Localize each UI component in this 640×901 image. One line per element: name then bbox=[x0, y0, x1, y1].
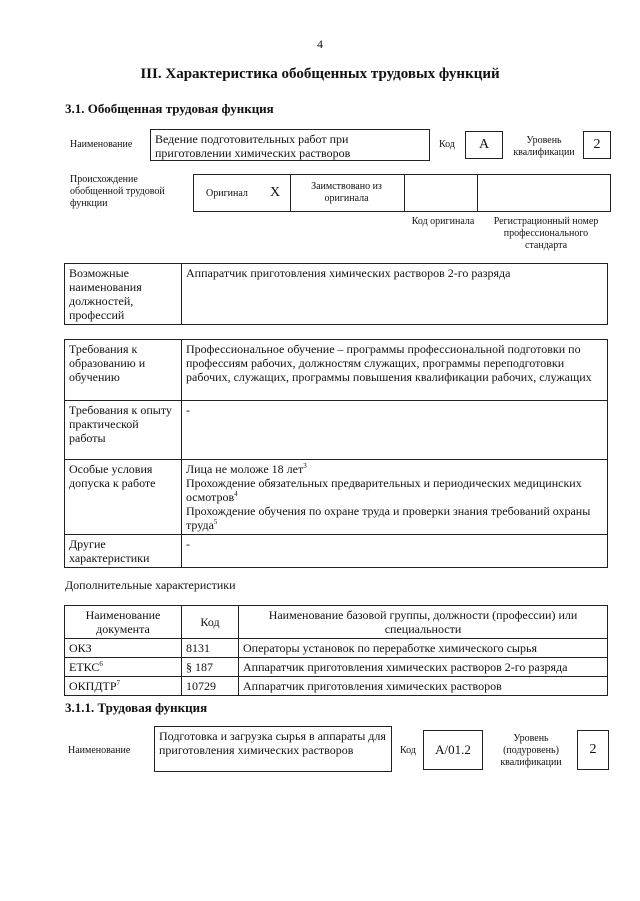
tf-code-label: Код bbox=[400, 745, 416, 756]
tf-code-value: А/01.2 bbox=[423, 730, 483, 770]
req-special-line2: Прохождение обязательных предварительных и периодических медицинских осмотров bbox=[186, 476, 582, 504]
req-other-label: Другие характеристики bbox=[65, 535, 182, 568]
gtf-code-value: А bbox=[465, 131, 503, 159]
gtf-code-label: Код bbox=[439, 139, 455, 150]
positions-table bbox=[64, 263, 608, 325]
add-col-code: Код bbox=[182, 606, 239, 639]
additional-table bbox=[64, 605, 608, 696]
add-col-name: Наименование базовой группы, должности (профессии) или специальности bbox=[239, 606, 608, 639]
gtf-level-value: 2 bbox=[583, 131, 611, 159]
tf-level-label: Уровень (подуровень) квалификации bbox=[500, 733, 562, 768]
tf-name-value: Подготовка и загрузка сырья в аппараты для приготовления химических растворов bbox=[154, 726, 392, 772]
add-col-doc: Наименование документа bbox=[65, 606, 182, 639]
gtf-name-label: Наименование bbox=[70, 139, 133, 150]
origin-original-label: Оригинал bbox=[206, 188, 248, 199]
table-row: ОКПДТР$^7$ 10729 Аппаратчик приготовления химических растворов bbox=[65, 677, 608, 696]
origin-borrowed-label: Заимствовано из оригинала bbox=[311, 181, 382, 204]
table-row: ЕТКС$^6$ § 187 Аппаратчик приготовления химических растворов 2-го разряда bbox=[65, 658, 608, 677]
requirements-table bbox=[64, 339, 608, 568]
req-special-value: Лица не моложе 18 лет$^3$ Прохождение обязательных предварительных и периодических медицинских осмотров$^4$ Прохождение обучения по охране труда и проверки знания требований охраны труда$^5$ bbox=[182, 460, 608, 535]
req-education-label: Требования к образованию и обучению bbox=[65, 340, 182, 401]
code-original-label: Код оригинала bbox=[411, 216, 475, 227]
gtf-heading: 3.1. Обобщенная трудовая функция bbox=[65, 101, 274, 116]
req-special-line1: Лица не моложе 18 лет bbox=[186, 462, 304, 476]
origin-label: Происхождение обобщенной трудовой функции bbox=[70, 174, 165, 209]
reg-number-label: Регистрационный номер профессионального стандарта bbox=[493, 216, 599, 251]
req-experience-value: - bbox=[182, 401, 608, 460]
req-education-value: Профессиональное обучение – программы профессиональной подготовки по профессиям рабочих, должностям служащих, программы переподготовки рабочих, служащих, программы повышения квалификации рабочих, служащих bbox=[182, 340, 608, 401]
tf-heading: 3.1.1. Трудовая функция bbox=[65, 700, 208, 715]
req-special-line3: Прохождение обучения по охране труда и проверки знания требований охраны труда bbox=[186, 504, 591, 532]
additional-heading: Дополнительные характеристики bbox=[65, 578, 236, 592]
positions-label: Возможные наименования должностей, профессий bbox=[65, 264, 182, 325]
req-other-value: - bbox=[182, 535, 608, 568]
origin-mark: X bbox=[270, 185, 281, 200]
section-title: III. Характеристика обобщенных трудовых функций bbox=[140, 66, 500, 82]
table-row: ОКЗ 8131 Операторы установок по переработке химического сырья bbox=[65, 639, 608, 658]
req-special-label: Особые условия допуска к работе bbox=[65, 460, 182, 535]
page-number: 4 bbox=[317, 37, 323, 51]
tf-level-value: 2 bbox=[577, 730, 609, 770]
gtf-name-value: Ведение подготовительных работ при приготовлении химических растворов bbox=[150, 129, 430, 161]
tf-name-label: Наименование bbox=[68, 745, 131, 756]
positions-value: Аппаратчик приготовления химических растворов 2-го разряда bbox=[182, 264, 608, 325]
gtf-level-label: Уровень квалификации bbox=[513, 135, 575, 158]
req-experience-label: Требования к опыту практической работы bbox=[65, 401, 182, 460]
origin-table bbox=[193, 174, 611, 212]
